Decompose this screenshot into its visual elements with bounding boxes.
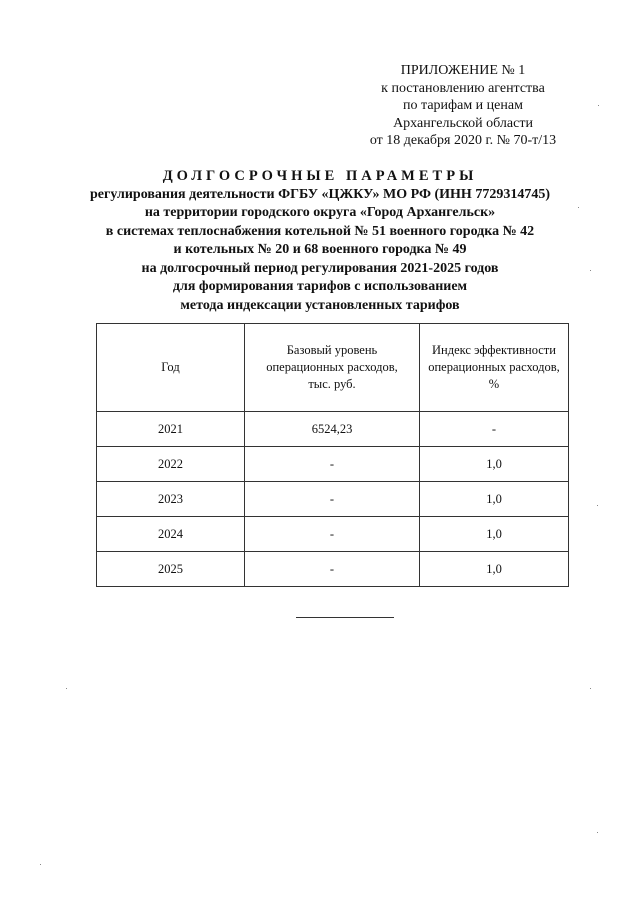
scan-speck: [590, 688, 591, 689]
document-title: [70, 167, 570, 315]
cell-index: 1,0: [420, 517, 569, 552]
cell-base: 6524,23: [245, 412, 420, 447]
title-line: и котельных № 20 и 68 военного городка № 49: [173, 242, 467, 257]
title-line: метода индексации установленных тарифов: [180, 297, 460, 313]
cell-base: -: [245, 552, 420, 587]
cell-index: -: [420, 412, 569, 447]
header-index-line: Индекс эффективности: [432, 343, 556, 357]
title-line: в системах теплоснабжения котельной № 51 военного городка № 42: [105, 223, 535, 239]
title-line: на долгосрочный период регулирования 2021-2025 годов: [141, 260, 499, 276]
appendix-line: по тарифам и ценам: [403, 98, 523, 113]
cell-base: -: [245, 517, 420, 552]
appendix-line: Архангельской области: [393, 115, 533, 131]
scan-speck: [597, 832, 598, 833]
scan-speck: [590, 270, 591, 271]
title-line: для формирования тарифов с использованием: [172, 279, 468, 294]
appendix-line: к постановлению агентства: [381, 80, 545, 96]
cell-base: -: [245, 447, 420, 482]
scan-speck: [578, 207, 579, 208]
title-line: регулирования деятельности ФГБУ «ЦЖКУ» МО РФ (ИНН 7729314745): [90, 186, 550, 202]
cell-year: 2022: [97, 447, 245, 482]
table-row: [97, 552, 569, 587]
parameters-table: [96, 323, 569, 587]
table-row: [97, 482, 569, 517]
header-base-line: Базовый уровень: [286, 343, 378, 357]
cell-index: 1,0: [420, 552, 569, 587]
header-efficiency-index: [420, 324, 569, 412]
closing-rule: [296, 617, 394, 618]
header-base-line: тыс. руб.: [308, 377, 356, 391]
header-index-line: %: [488, 377, 500, 391]
header-year: Год: [97, 324, 245, 412]
table-row: [97, 412, 569, 447]
title-line: на территории городского округа «Город Архангельск»: [144, 205, 496, 220]
table-row: [97, 447, 569, 482]
cell-index: 1,0: [420, 482, 569, 517]
cell-index: 1,0: [420, 447, 569, 482]
cell-base: -: [245, 482, 420, 517]
scan-speck: [598, 105, 599, 106]
table-header-row: [97, 324, 569, 412]
appendix-title: ПРИЛОЖЕНИЕ № 1: [400, 63, 526, 78]
title-heading: ДОЛГОСРОЧНЫЕ ПАРАМЕТРЫ: [162, 168, 478, 184]
header-base-level: [245, 324, 420, 412]
cell-year: 2023: [97, 482, 245, 517]
cell-year: 2021: [97, 412, 245, 447]
scan-speck: [66, 688, 67, 689]
scan-speck: [40, 864, 41, 865]
header-index-line: операционных расходов,: [428, 360, 560, 374]
header-base-line: операционных расходов,: [266, 360, 398, 374]
appendix-block: [348, 62, 578, 150]
scan-speck: [597, 505, 598, 506]
appendix-date: от 18 декабря 2020 г. № 70-т/13: [369, 133, 557, 148]
cell-year: 2025: [97, 552, 245, 587]
cell-year: 2024: [97, 517, 245, 552]
table-row: [97, 517, 569, 552]
